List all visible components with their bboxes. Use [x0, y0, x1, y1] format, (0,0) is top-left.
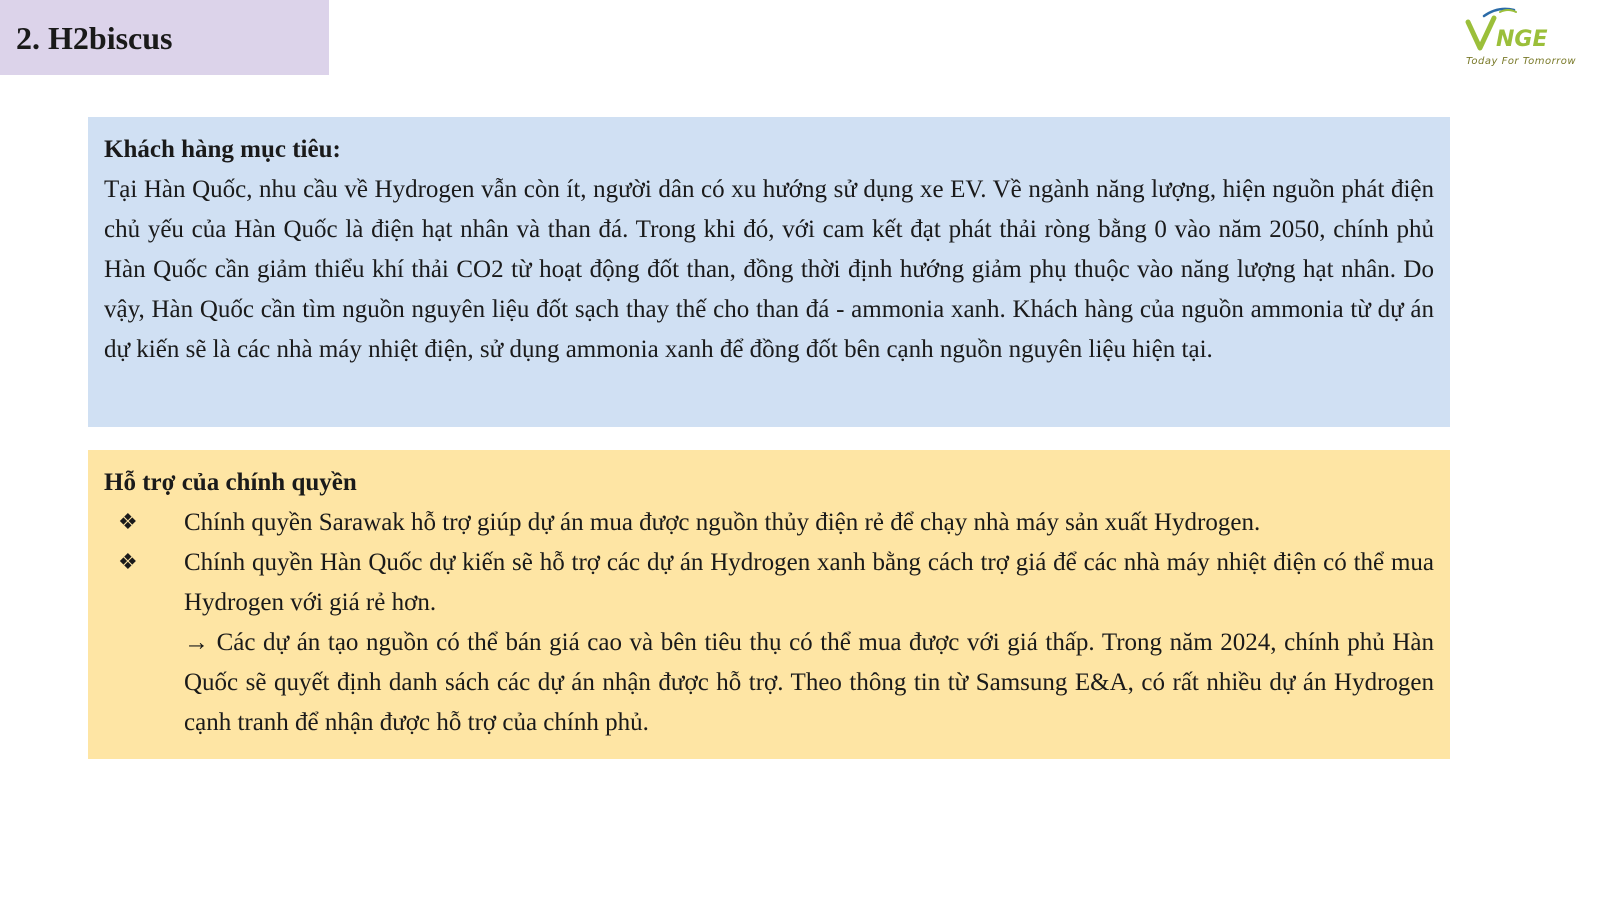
vnge-logo-mark	[1450, 6, 1590, 54]
target-customers-box	[88, 117, 1450, 427]
slide-title: 2. H2biscus	[16, 19, 173, 56]
government-support-heading: Hỗ trợ của chính quyền	[104, 469, 357, 496]
bullet-text: Chính quyền Hàn Quốc dự kiến sẽ hỗ trợ các dự án Hydrogen xanh bằng cách trợ giá để các nhà máy nhiệt điện có thể mua Hydrogen với giá rẻ hơn.	[184, 549, 1434, 616]
list-item	[104, 543, 1434, 623]
government-support-list	[104, 503, 1434, 623]
vnge-logo	[1450, 6, 1590, 70]
logo-brand-text: NGE	[1496, 27, 1548, 52]
target-customers-heading: Khách hàng mục tiêu:	[104, 136, 341, 163]
government-support-box	[88, 450, 1450, 759]
bullet-text: Chính quyền Sarawak hỗ trợ giúp dự án mua được nguồn thủy điện rẻ để chạy nhà máy sản xuất Hydrogen.	[184, 509, 1261, 536]
target-customers-body: Tại Hàn Quốc, nhu cầu về Hydrogen vẫn còn ít, người dân có xu hướng sử dụng xe EV. Về ngành năng lượng, hiện nguồn phát điện chủ yếu của Hàn Quốc là điện hạt nhân và than đá. Trong khi đó, với cam kết đạt phát thải ròng bằng 0 vào năm 2050, chính phủ Hàn Quốc cần giảm thiểu khí thải CO2 từ hoạt động đốt than, đồng thời định hướng giảm phụ thuộc vào năng lượng hạt nhân. Do vậy, Hàn Quốc cần tìm nguồn nguyên liệu đốt sạch thay thế cho than đá - ammonia xanh. Khách hàng của nguồn ammonia từ dự án dự kiến sẽ là các nhà máy nhiệt điện, sử dụng ammonia xanh để đồng đốt bên cạnh nguồn nguyên liệu hiện tại.	[104, 176, 1434, 363]
slide-title-box	[0, 0, 329, 75]
list-item	[104, 503, 1434, 543]
diamond-bullet-icon: ❖	[118, 550, 138, 575]
diamond-bullet-icon: ❖	[118, 510, 138, 535]
conclusion-note: → Các dự án tạo nguồn có thể bán giá cao và bên tiêu thụ có thể mua được với giá thấp. Trong năm 2024, chính phủ Hàn Quốc sẽ quyết định danh sách các dự án nhận được hỗ trợ. Theo thông tin từ Samsung E&A, có rất nhiều dự án Hydrogen cạnh tranh để nhận được hỗ trợ của chính phủ.	[184, 629, 1434, 736]
logo-tagline: Today For Tomorrow	[1466, 56, 1577, 67]
